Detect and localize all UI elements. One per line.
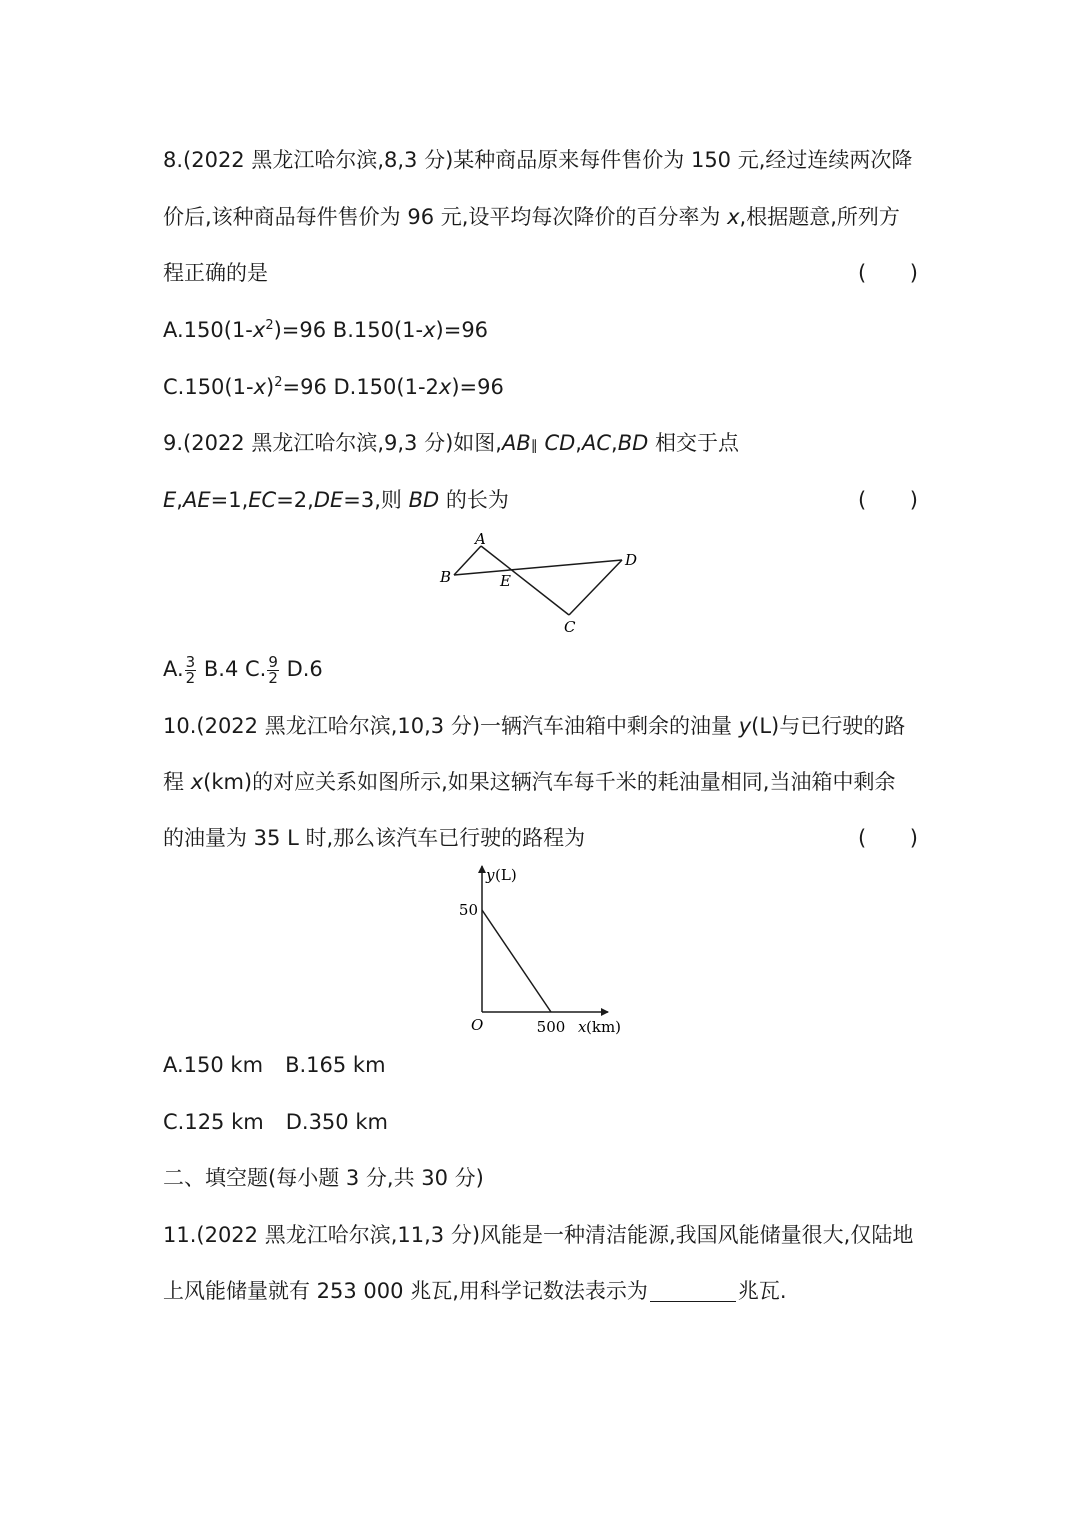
segment-bd: BD xyxy=(408,488,440,512)
value: =3,则 xyxy=(343,488,409,512)
q10-line-3: 的油量为 35 L 时,那么该汽车已行驶的路程为 xyxy=(163,826,586,850)
segment-ac: AC xyxy=(581,431,611,455)
exponent: 2 xyxy=(274,375,283,390)
q10-options-ab xyxy=(163,1050,912,1080)
option-text: A. xyxy=(163,657,184,681)
section-title: 二、填空题(每小题 3 分,共 30 分) xyxy=(163,1166,484,1190)
paren-close: ) xyxy=(909,261,918,285)
q9-line-1 xyxy=(163,428,912,461)
answer-blank-q8 xyxy=(858,258,918,288)
q11-text: 兆瓦. xyxy=(737,1279,787,1303)
option-c: C.125 km xyxy=(163,1110,264,1134)
q9-text: 9.(2022 黑龙江哈尔滨,9,3 分)如图, xyxy=(163,431,502,455)
denominator: 2 xyxy=(268,668,278,687)
label-d: D xyxy=(625,551,638,569)
label-b: B xyxy=(440,568,452,586)
series-line xyxy=(482,910,551,1012)
paren-close: ) xyxy=(909,826,918,850)
q9-figure xyxy=(430,528,650,638)
fraction-9-2 xyxy=(267,652,279,687)
option-text: =96 D.150(1-2 xyxy=(282,375,439,399)
option-text: D.6 xyxy=(279,657,323,681)
option-text: )=96 xyxy=(435,318,489,342)
paren-open: ( xyxy=(858,488,867,512)
q8-text: 价后,该种商品每件售价为 96 元,设平均每次降价的百分率为 xyxy=(163,205,728,229)
q8-options-cd xyxy=(163,372,912,402)
numerator: 9 xyxy=(268,652,278,671)
value: =2, xyxy=(276,488,314,512)
exponent: 2 xyxy=(265,318,274,333)
segment-ab-line xyxy=(454,546,481,575)
option-text: A.150(1- xyxy=(163,318,253,342)
answer-blank-q9 xyxy=(858,485,918,515)
q10-text: (km)的对应关系如图所示,如果这辆汽车每千米的耗油量相同,当油箱中剩余 xyxy=(203,770,896,794)
var-x: x xyxy=(190,770,204,794)
var-x: x xyxy=(423,318,436,342)
q10-line-2 xyxy=(163,767,912,797)
var-x: x xyxy=(252,318,266,342)
segment-cd: CD xyxy=(544,431,576,455)
comma: , xyxy=(176,488,183,512)
segment-cd-line xyxy=(569,560,622,615)
segment-de: DE xyxy=(313,488,344,512)
option-text: ) xyxy=(266,375,275,399)
option-text: )=96 xyxy=(451,375,504,399)
x-tick-label: 500 xyxy=(536,1018,566,1036)
label-c: C xyxy=(564,618,576,636)
option-d: D.350 km xyxy=(285,1110,388,1134)
q10-text: 程 xyxy=(163,770,191,794)
segment-ae: AE xyxy=(182,488,211,512)
var-x: x xyxy=(253,375,266,399)
fraction-3-2 xyxy=(185,652,197,687)
segment-ab: AB xyxy=(501,431,531,455)
option-a: A.150 km xyxy=(163,1053,264,1077)
q8-line-2 xyxy=(163,202,912,232)
comma: , xyxy=(611,431,618,455)
q8-line-3: 程正确的是 xyxy=(163,261,268,285)
parallel-symbol: ∥ xyxy=(530,438,538,454)
segment-ac-line xyxy=(481,546,569,615)
q10-chart xyxy=(440,860,640,1045)
paren-open: ( xyxy=(858,261,867,285)
option-text: )=96 B.150(1- xyxy=(273,318,424,342)
numerator: 3 xyxy=(185,652,196,671)
x-axis-unit: (km) xyxy=(586,1018,622,1036)
answer-blank-q10 xyxy=(858,823,918,853)
q10-line-1 xyxy=(163,711,912,741)
q9-text: 的长为 xyxy=(439,488,509,512)
paren-close: ) xyxy=(909,488,918,512)
q8-options-ab xyxy=(163,315,912,345)
q8-line-1: 8.(2022 黑龙江哈尔滨,8,3 分)某种商品原来每件售价为 150 元,经过连续两次降 xyxy=(163,148,913,172)
q9-options xyxy=(163,654,912,686)
q11-line-2 xyxy=(163,1276,912,1306)
segment-bd-line xyxy=(454,560,622,575)
y-axis-unit: (L) xyxy=(495,866,517,884)
q9-text: 相交于点 xyxy=(648,431,739,455)
x-axis-var: x xyxy=(578,1018,587,1036)
q10-text: 10.(2022 黑龙江哈尔滨,10,3 分)一辆汽车油箱中剩余的油量 xyxy=(163,714,739,738)
q10-options-cd xyxy=(163,1107,912,1137)
var-x: x xyxy=(438,375,452,399)
var-x: x xyxy=(727,205,740,229)
paren-open: ( xyxy=(858,826,867,850)
q11-text: 上风能储量就有 253 000 兆瓦,用科学记数法表示为 xyxy=(163,1279,648,1303)
origin-label: O xyxy=(471,1016,484,1034)
point-e: E xyxy=(163,488,177,512)
option-text: C.150(1- xyxy=(163,375,254,399)
q8-text: ,根据题意,所列方 xyxy=(739,205,900,229)
var-y: y xyxy=(738,714,752,738)
y-tick-label: 50 xyxy=(458,901,478,919)
y-axis-var: y xyxy=(486,866,495,884)
q10-text: (L)与已行驶的路 xyxy=(751,714,906,738)
fill-in-blank[interactable] xyxy=(650,1279,736,1302)
option-b: B.165 km xyxy=(285,1053,386,1077)
segment-bd: BD xyxy=(617,431,649,455)
label-a: A xyxy=(475,530,486,548)
q9-line-2 xyxy=(163,485,912,515)
segment-ec: EC xyxy=(248,488,277,512)
comma: , xyxy=(575,431,582,455)
q11-line-1: 11.(2022 黑龙江哈尔滨,11,3 分)风能是一种清洁能源,我国风能储量很大,仅陆地 xyxy=(163,1223,914,1247)
denominator: 2 xyxy=(185,668,196,687)
label-e: E xyxy=(500,572,511,590)
option-text: B.4 C. xyxy=(197,657,267,681)
value: =1, xyxy=(210,488,249,512)
